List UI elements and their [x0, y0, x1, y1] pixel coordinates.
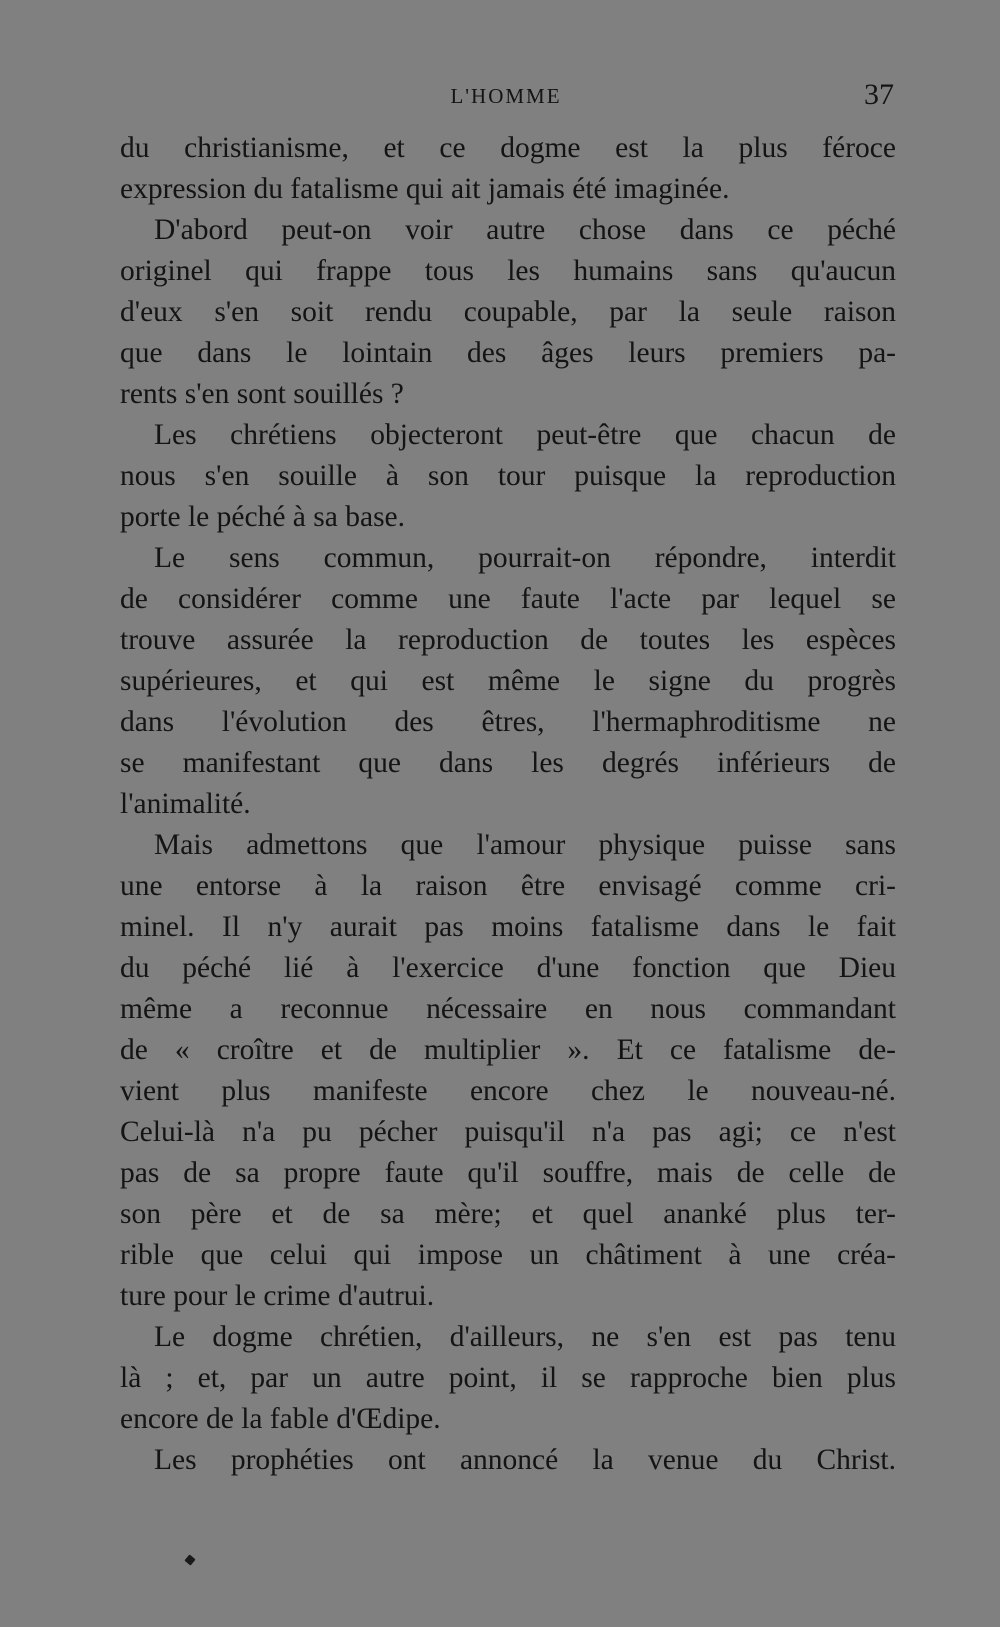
text-line: là ; et, par un autre point, il se rapproche bien plus [120, 1362, 896, 1394]
running-title: L'HOMME [450, 84, 562, 108]
text-line: expression du fatalisme qui ait jamais été imaginée. [120, 173, 730, 205]
text-line: Le dogme chrétien, d'ailleurs, ne s'en est pas tenu [154, 1321, 896, 1353]
text-line: que dans le lointain des âges leurs premiers pa- [120, 337, 896, 369]
text-line: du péché lié à l'exercice d'une fonction que Dieu [120, 952, 896, 984]
running-head [118, 78, 894, 114]
text-line: rents s'en sont souillés ? [120, 378, 404, 410]
text-line: même a reconnue nécessaire en nous commandant [120, 993, 896, 1025]
text-line: porte le péché à sa base. [120, 501, 406, 533]
text-line: Le sens commun, pourrait-on répondre, interdit [154, 542, 896, 574]
text-line: trouve assurée la reproduction de toutes les espèces [120, 624, 896, 656]
text-line: ture pour le crime d'autrui. [120, 1280, 435, 1312]
body-text [120, 128, 896, 1481]
text-line: pas de sa propre faute qu'il souffre, mais de celle de [120, 1157, 896, 1189]
text-line: dans l'évolution des êtres, l'hermaphroditisme ne [120, 706, 896, 738]
text-line: Mais admettons que l'amour physique puisse sans [154, 829, 896, 861]
text-line: Celui-là n'a pu pécher puisqu'il n'a pas agi; ce n'est [120, 1116, 896, 1148]
text-line: nous s'en souille à son tour puisque la reproduction [120, 460, 896, 492]
text-line: de « croître et de multiplier ». Et ce fatalisme de- [120, 1034, 896, 1066]
text-line: son père et de sa mère; et quel ananké plus ter- [120, 1198, 896, 1230]
ink-speck [184, 1554, 195, 1565]
text-line: rible que celui qui impose un châtiment à une créa- [120, 1239, 896, 1271]
text-line: encore de la fable d'Œdipe. [120, 1403, 441, 1435]
text-line: du christianisme, et ce dogme est la plus féroce [120, 132, 896, 164]
text-line: supérieures, et qui est même le signe du progrès [120, 665, 896, 697]
text-line: Les chrétiens objecteront peut-être que chacun de [154, 419, 896, 451]
text-line: originel qui frappe tous les humains sans qu'aucun [120, 255, 896, 287]
text-line: d'eux s'en soit rendu coupable, par la seule raison [120, 296, 896, 328]
text-line: vient plus manifeste encore chez le nouveau-né. [120, 1075, 896, 1107]
text-line: une entorse à la raison être envisagé comme cri- [120, 870, 896, 902]
page-number: 37 [864, 78, 894, 111]
text-line: se manifestant que dans les degrés inférieurs de [120, 747, 896, 779]
text-line: Les prophéties ont annoncé la venue du Christ. [154, 1444, 896, 1476]
text-line: l'animalité. [120, 788, 251, 820]
text-line: de considérer comme une faute l'acte par lequel se [120, 583, 896, 615]
text-line: minel. Il n'y aurait pas moins fatalisme dans le fait [120, 911, 896, 943]
text-line: D'abord peut-on voir autre chose dans ce péché [154, 214, 896, 246]
